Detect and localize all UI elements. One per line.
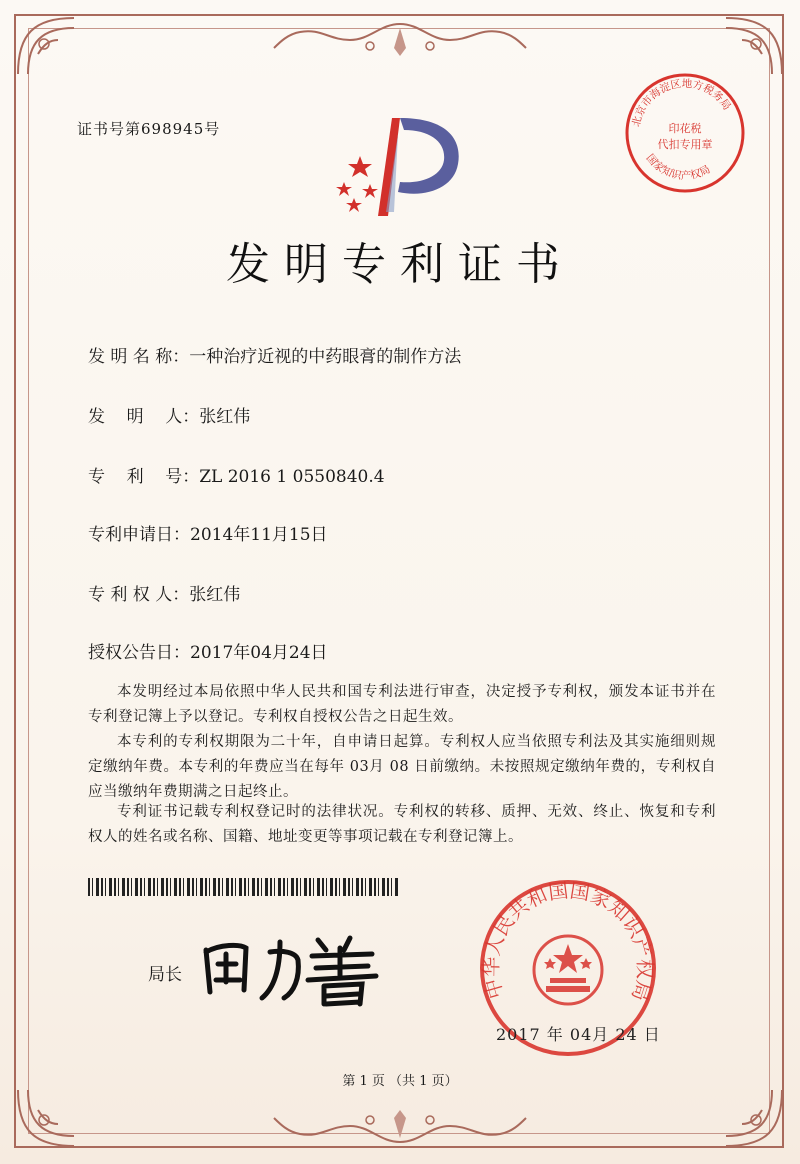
field-grant-date [88, 638, 328, 663]
field-value: 张红伟 [199, 407, 251, 427]
tax-stamp-center-line1: 印花税 [668, 122, 702, 135]
body-paragraph-1: 本发明经过本局依照中华人民共和国专利法进行审查，决定授予专利权，颁发本证书并在专利登记簿上予以登记。专利权自授权公告之日起生效。 [88, 684, 716, 725]
field-value: 一种治疗近视的中药眼膏的制作方法 [189, 347, 462, 367]
field-patentee [88, 580, 240, 605]
body-paragraph-2: 本专利的专利权期限为二十年，自申请日起算。专利权人应当依照专利法及其实施细则规定缴纳年费。本专利的年费应当在每年 03月 08 日前缴纳。未按照规定缴纳年费的，专利权自应当缴纳年费期满之日起终止。 [88, 734, 716, 800]
bottom-center-ornament [270, 1104, 530, 1148]
field-label: 专 利 号： [88, 467, 200, 487]
patent-office-logo [330, 112, 470, 222]
field-label: 授权公告日： [88, 643, 190, 663]
field-value: 2017年04月24日 [190, 643, 328, 663]
field-application-date [88, 520, 328, 545]
field-label: 专 利 权 人： [88, 585, 190, 605]
barcode [88, 878, 400, 896]
top-center-ornament [270, 18, 530, 62]
tax-stamp-ring-text: 北京市海淀区地方税务局 [630, 77, 733, 128]
field-value: ZL 2016 1 0550840.4 [199, 467, 385, 487]
field-invention-name [88, 342, 461, 367]
field-patent-number [88, 462, 385, 487]
field-label: 专利申请日： [88, 525, 190, 545]
national-emblem-icon [534, 936, 602, 1004]
director-signature [200, 930, 390, 1010]
seal-ring-text: 中华人民共和国国家知识产权局 [478, 878, 658, 1005]
body-paragraph-3: 专利证书记载专利权登记时的法律状况。专利权的转移、质押、无效、终止、恢复和专利权人的姓名或名称、国籍、地址变更等事项记载在专利登记簿上。 [88, 804, 716, 845]
corner-ornament-bottom-left [14, 1080, 84, 1150]
page-title: 发明专利证书 [226, 239, 574, 290]
certificate-number: 证书号第698945号 [77, 120, 221, 138]
field-value: 2014年11月15日 [190, 525, 328, 545]
corner-ornament-top-left [14, 14, 84, 84]
field-label: 发 明 人： [88, 407, 200, 427]
field-inventor [88, 402, 250, 427]
seal-date: 2017 年 04月 24 日 [496, 1025, 661, 1044]
page-number: 第 1 页 （共 1 页） [342, 1074, 458, 1089]
field-value: 张红伟 [189, 585, 241, 605]
tax-stamp-bottom-text: 国家知识产权局 [643, 152, 713, 183]
tax-stamp [624, 72, 746, 194]
tax-stamp-center-line2: 代扣专用章 [657, 138, 713, 151]
corner-ornament-bottom-right [716, 1080, 786, 1150]
field-label: 发 明 名 称： [88, 347, 190, 367]
director-label: 局长 [148, 965, 182, 985]
